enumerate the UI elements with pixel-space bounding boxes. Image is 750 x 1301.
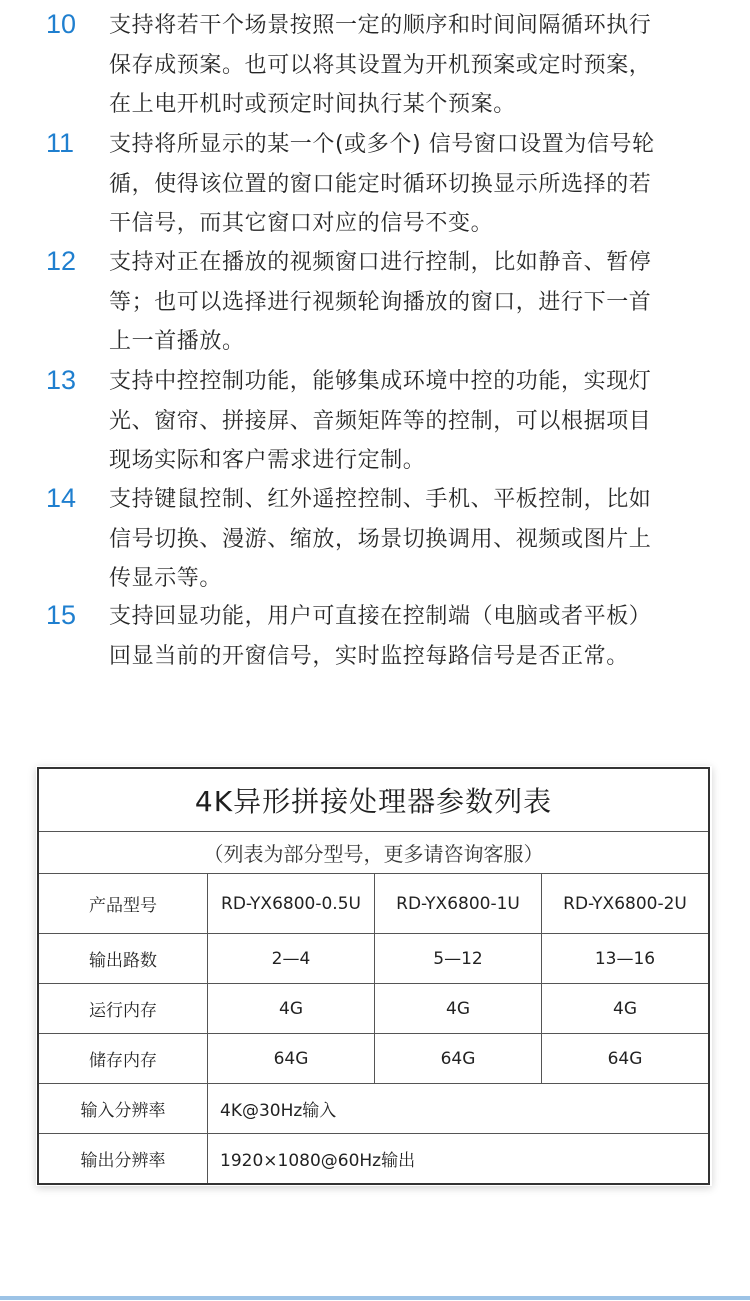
value-cell: 1920×1080@60Hz输出 <box>208 1134 710 1185</box>
value-cell: 64G <box>542 1034 710 1084</box>
feature-line: 现场实际和客户需求进行定制。 <box>109 448 426 473</box>
row-label: 输出分辨率 <box>38 1134 208 1185</box>
feature-line: 循，使得该位置的窗口能定时循环切换显示所选择的若 <box>109 171 652 197</box>
feature-line: 支持回显功能，用户可直接在控制端（电脑或者平板） <box>109 604 652 629</box>
value-cell: 4G <box>375 984 542 1034</box>
feature-text <box>109 480 699 599</box>
value-cell: 4G <box>542 984 710 1034</box>
value-cell: 64G <box>375 1034 542 1084</box>
table-row <box>38 984 709 1034</box>
feature-line: 支持键鼠控制、红外遥控控制、手机、平板控制，比如 <box>109 487 652 512</box>
table-row <box>38 1034 709 1084</box>
feature-line: 保存成预案。也可以将其设置为开机预案或定时预案， <box>109 52 652 78</box>
table-row <box>38 1134 709 1185</box>
row-label: 输入分辨率 <box>38 1084 208 1134</box>
table-row <box>38 874 709 934</box>
feature-number: 15 <box>46 600 77 630</box>
feature-line: 等；也可以选择进行视频轮询播放的窗口，进行下一首 <box>109 289 652 315</box>
row-label: 输出路数 <box>38 934 208 984</box>
feature-line: 支持对正在播放的视频窗口进行控制，比如静音、暂停 <box>109 250 652 275</box>
row-label: 产品型号 <box>38 874 208 934</box>
feature-line: 上一首播放。 <box>109 329 245 354</box>
value-cell: 2—4 <box>208 934 375 984</box>
feature-line: 信号切换、漫游、缩放，场景切换调用、视频或图片上 <box>109 526 652 552</box>
bottom-divider <box>0 1296 750 1300</box>
feature-text <box>109 362 699 481</box>
feature-line: 回显当前的开窗信号，实时监控每路信号是否正常。 <box>109 643 629 669</box>
feature-text <box>109 125 699 244</box>
feature-number: 11 <box>46 128 75 158</box>
model-cell: RD-YX6800-0.5U <box>208 874 375 934</box>
value-cell: 4K@30Hz输入 <box>208 1084 710 1134</box>
feature-number: 13 <box>46 365 77 395</box>
feature-line: 支持将所显示的某一个(或多个) 信号窗口设置为信号轮 <box>109 132 655 157</box>
table-subtitle: （列表为部分型号，更多请咨询客服） <box>38 832 709 874</box>
feature-text <box>109 243 699 362</box>
value-cell: 4G <box>208 984 375 1034</box>
feature-text <box>109 6 699 125</box>
feature-line: 支持将若干个场景按照一定的顺序和时间间隔循环执行 <box>109 13 652 38</box>
table-title-row <box>38 768 709 832</box>
table-row <box>38 934 709 984</box>
spec-table <box>37 767 710 1185</box>
value-cell: 5—12 <box>375 934 542 984</box>
value-cell: 64G <box>208 1034 375 1084</box>
table-title: 4K异形拼接处理器参数列表 <box>38 768 709 832</box>
feature-text <box>109 597 699 676</box>
model-cell: RD-YX6800-2U <box>542 874 710 934</box>
feature-number: 14 <box>46 483 77 513</box>
feature-line: 传显示等。 <box>109 566 223 591</box>
value-cell: 13—16 <box>542 934 710 984</box>
feature-number: 10 <box>46 9 77 39</box>
row-label: 储存内存 <box>38 1034 208 1084</box>
feature-line: 干信号，而其它窗口对应的信号不变。 <box>109 211 494 236</box>
feature-line: 在上电开机时或预定时间执行某个预案。 <box>109 92 516 117</box>
model-cell: RD-YX6800-1U <box>375 874 542 934</box>
feature-number: 12 <box>46 246 77 276</box>
table-subtitle-row <box>38 832 709 874</box>
row-label: 运行内存 <box>38 984 208 1034</box>
feature-line: 支持中控控制功能，能够集成环境中控的功能，实现灯 <box>109 369 652 394</box>
feature-line: 光、窗帘、拼接屏、音频矩阵等的控制，可以根据项目 <box>109 408 652 434</box>
table-row <box>38 1084 709 1134</box>
